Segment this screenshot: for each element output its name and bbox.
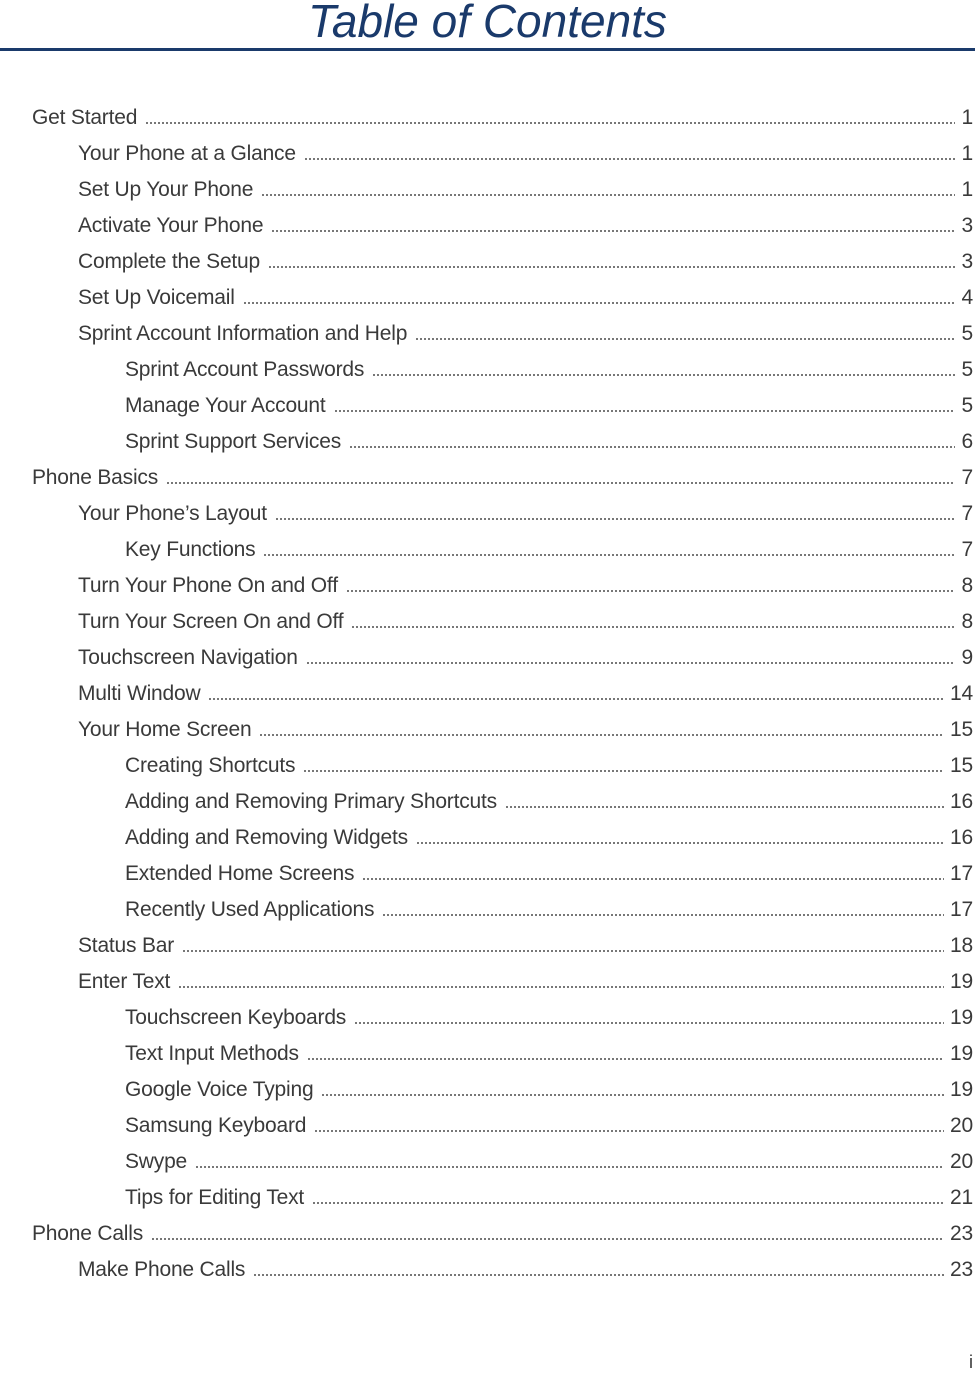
dot-leader bbox=[275, 518, 955, 520]
toc-entry-page: 6 bbox=[961, 430, 973, 453]
toc-entry-label: Turn Your Screen On and Off bbox=[78, 610, 344, 633]
toc-entry[interactable] bbox=[78, 712, 973, 748]
toc-entry-page: 17 bbox=[950, 898, 973, 921]
toc-entry[interactable] bbox=[32, 100, 973, 136]
toc-entry-page: 3 bbox=[961, 214, 973, 237]
toc-entry-page: 5 bbox=[961, 322, 973, 345]
toc-entry-label: Swype bbox=[125, 1150, 188, 1173]
toc-entry-page: 9 bbox=[961, 646, 973, 669]
toc-entry[interactable] bbox=[78, 316, 973, 352]
toc-entry[interactable] bbox=[78, 136, 973, 172]
toc-entry-label: Adding and Removing Primary Shortcuts bbox=[125, 790, 497, 813]
toc-entry-page: 15 bbox=[950, 754, 973, 777]
toc-entry-page: 15 bbox=[950, 718, 973, 741]
toc-entry[interactable] bbox=[125, 1144, 973, 1180]
toc-entry-page: 23 bbox=[950, 1222, 973, 1245]
toc-entry-page: 20 bbox=[950, 1150, 973, 1173]
dot-leader bbox=[362, 878, 944, 880]
toc-entry-label: Key Functions bbox=[125, 538, 256, 561]
toc-entry[interactable] bbox=[78, 568, 973, 604]
toc-entry-page: 21 bbox=[950, 1186, 973, 1209]
toc-entry-page: 3 bbox=[961, 250, 973, 273]
dot-leader bbox=[195, 1166, 944, 1168]
dot-leader bbox=[182, 950, 944, 952]
toc-entry[interactable] bbox=[125, 784, 973, 820]
toc-entry-page: 14 bbox=[950, 682, 973, 705]
toc-entry[interactable] bbox=[78, 676, 973, 712]
toc-entry-label: Multi Window bbox=[78, 682, 201, 705]
toc-entry-label: Tips for Editing Text bbox=[125, 1186, 305, 1209]
toc-entry-page: 19 bbox=[950, 1042, 973, 1065]
toc-entry-label: Sprint Support Services bbox=[125, 430, 342, 453]
dot-leader bbox=[306, 662, 955, 664]
toc-entry-label: Google Voice Typing bbox=[125, 1078, 314, 1101]
toc-entry-page: 19 bbox=[950, 970, 973, 993]
toc-entry-label: Extended Home Screens bbox=[125, 862, 355, 885]
page-title: Table of Contents bbox=[308, 0, 667, 47]
toc-entry-label: Phone Calls bbox=[32, 1222, 144, 1245]
toc-entry-label: Phone Basics bbox=[32, 466, 159, 489]
toc-entry[interactable] bbox=[78, 604, 973, 640]
toc-entry[interactable] bbox=[125, 352, 973, 388]
toc-entry-label: Sprint Account Passwords bbox=[125, 358, 365, 381]
toc-entry-label: Turn Your Phone On and Off bbox=[78, 574, 338, 597]
dot-leader bbox=[351, 626, 955, 628]
toc-entry-page: 7 bbox=[961, 538, 973, 561]
toc-entry[interactable] bbox=[32, 460, 973, 496]
toc-entry-label: Make Phone Calls bbox=[78, 1258, 246, 1281]
toc-entry-page: 23 bbox=[950, 1258, 973, 1281]
dot-leader bbox=[253, 1274, 944, 1276]
toc-entry[interactable] bbox=[125, 748, 973, 784]
toc-entry-label: Touchscreen Navigation bbox=[78, 646, 298, 669]
dot-leader bbox=[372, 374, 955, 376]
toc-entry-page: 5 bbox=[961, 358, 973, 381]
toc-entry-label: Sprint Account Information and Help bbox=[78, 322, 408, 345]
dot-leader bbox=[321, 1094, 944, 1096]
toc-entry-label: Creating Shortcuts bbox=[125, 754, 296, 777]
toc-entry-label: Text Input Methods bbox=[125, 1042, 299, 1065]
toc-entry-label: Get Started bbox=[32, 106, 138, 129]
toc-entry-label: Your Home Screen bbox=[78, 718, 252, 741]
toc-entry-page: 7 bbox=[961, 502, 973, 525]
toc-entry-page: 7 bbox=[961, 466, 973, 489]
toc-entry-page: 1 bbox=[961, 142, 973, 165]
toc-entry-label: Samsung Keyboard bbox=[125, 1114, 307, 1137]
toc-entry-page: 1 bbox=[961, 106, 973, 129]
dot-leader bbox=[261, 194, 955, 196]
toc-entry-page: 20 bbox=[950, 1114, 973, 1137]
dot-leader bbox=[416, 842, 944, 844]
dot-leader bbox=[346, 590, 955, 592]
toc-entry-label: Manage Your Account bbox=[125, 394, 326, 417]
dot-leader bbox=[304, 158, 955, 160]
toc-entry[interactable] bbox=[125, 892, 973, 928]
dot-leader bbox=[263, 554, 955, 556]
toc-entry-page: 4 bbox=[961, 286, 973, 309]
toc-entry[interactable] bbox=[125, 856, 973, 892]
toc-entry-page: 16 bbox=[950, 790, 973, 813]
toc-entry-label: Complete the Setup bbox=[78, 250, 261, 273]
toc-entry[interactable] bbox=[78, 928, 973, 964]
toc-entry-page: 1 bbox=[961, 178, 973, 201]
dot-leader bbox=[349, 446, 955, 448]
toc-entry[interactable] bbox=[125, 532, 973, 568]
toc-entry[interactable] bbox=[125, 388, 973, 424]
toc-entry-label: Set Up Your Phone bbox=[78, 178, 254, 201]
toc-entry-page: 8 bbox=[961, 574, 973, 597]
toc-entry[interactable] bbox=[78, 280, 973, 316]
toc-entry-label: Your Phone at a Glance bbox=[78, 142, 296, 165]
toc-entry-page: 19 bbox=[950, 1006, 973, 1029]
dot-leader bbox=[145, 122, 955, 124]
toc-entry[interactable] bbox=[125, 424, 973, 460]
toc-entry-label: Enter Text bbox=[78, 970, 171, 993]
toc-entry[interactable] bbox=[78, 244, 973, 280]
page-number: i bbox=[969, 1352, 973, 1372]
toc-entry-page: 18 bbox=[950, 934, 973, 957]
dot-leader bbox=[505, 806, 944, 808]
dot-leader bbox=[271, 230, 955, 232]
dot-leader bbox=[268, 266, 955, 268]
toc-entry[interactable] bbox=[78, 1252, 973, 1288]
toc-entry[interactable] bbox=[78, 964, 973, 1000]
dot-leader bbox=[208, 698, 944, 700]
toc-entry[interactable] bbox=[78, 208, 973, 244]
toc-entry-label: Status Bar bbox=[78, 934, 175, 957]
toc-entry-page: 17 bbox=[950, 862, 973, 885]
dot-leader bbox=[382, 914, 944, 916]
toc-entry[interactable] bbox=[32, 1216, 973, 1252]
dot-leader bbox=[303, 770, 944, 772]
toc-entry-label: Activate Your Phone bbox=[78, 214, 264, 237]
dot-leader bbox=[151, 1238, 944, 1240]
dot-leader bbox=[307, 1058, 944, 1060]
dot-leader bbox=[243, 302, 955, 304]
toc-entry-label: Recently Used Applications bbox=[125, 898, 375, 921]
toc-entry-page: 8 bbox=[961, 610, 973, 633]
dot-leader bbox=[415, 338, 955, 340]
toc-entry[interactable] bbox=[78, 496, 973, 532]
toc-entry[interactable] bbox=[125, 1036, 973, 1072]
toc-entry[interactable] bbox=[125, 1180, 973, 1216]
title-underline bbox=[0, 48, 975, 51]
toc-entry-page: 16 bbox=[950, 826, 973, 849]
toc-entry[interactable] bbox=[78, 172, 973, 208]
dot-leader bbox=[259, 734, 944, 736]
toc-entry-label: Your Phone’s Layout bbox=[78, 502, 267, 525]
dot-leader bbox=[354, 1022, 944, 1024]
toc-entry-label: Adding and Removing Widgets bbox=[125, 826, 408, 849]
toc-entry-page: 19 bbox=[950, 1078, 973, 1101]
dot-leader bbox=[166, 482, 955, 484]
toc-entry-label: Set Up Voicemail bbox=[78, 286, 235, 309]
toc-entry-label: Touchscreen Keyboards bbox=[125, 1006, 347, 1029]
toc-entry[interactable] bbox=[125, 1108, 973, 1144]
dot-leader bbox=[334, 410, 955, 412]
toc-entry[interactable] bbox=[78, 640, 973, 676]
toc-entry[interactable] bbox=[125, 820, 973, 856]
toc-entry-page: 5 bbox=[961, 394, 973, 417]
dot-leader bbox=[178, 986, 944, 988]
toc-entry[interactable] bbox=[125, 1072, 973, 1108]
dot-leader bbox=[314, 1130, 944, 1132]
dot-leader bbox=[312, 1202, 944, 1204]
toc-entry[interactable] bbox=[125, 1000, 973, 1036]
